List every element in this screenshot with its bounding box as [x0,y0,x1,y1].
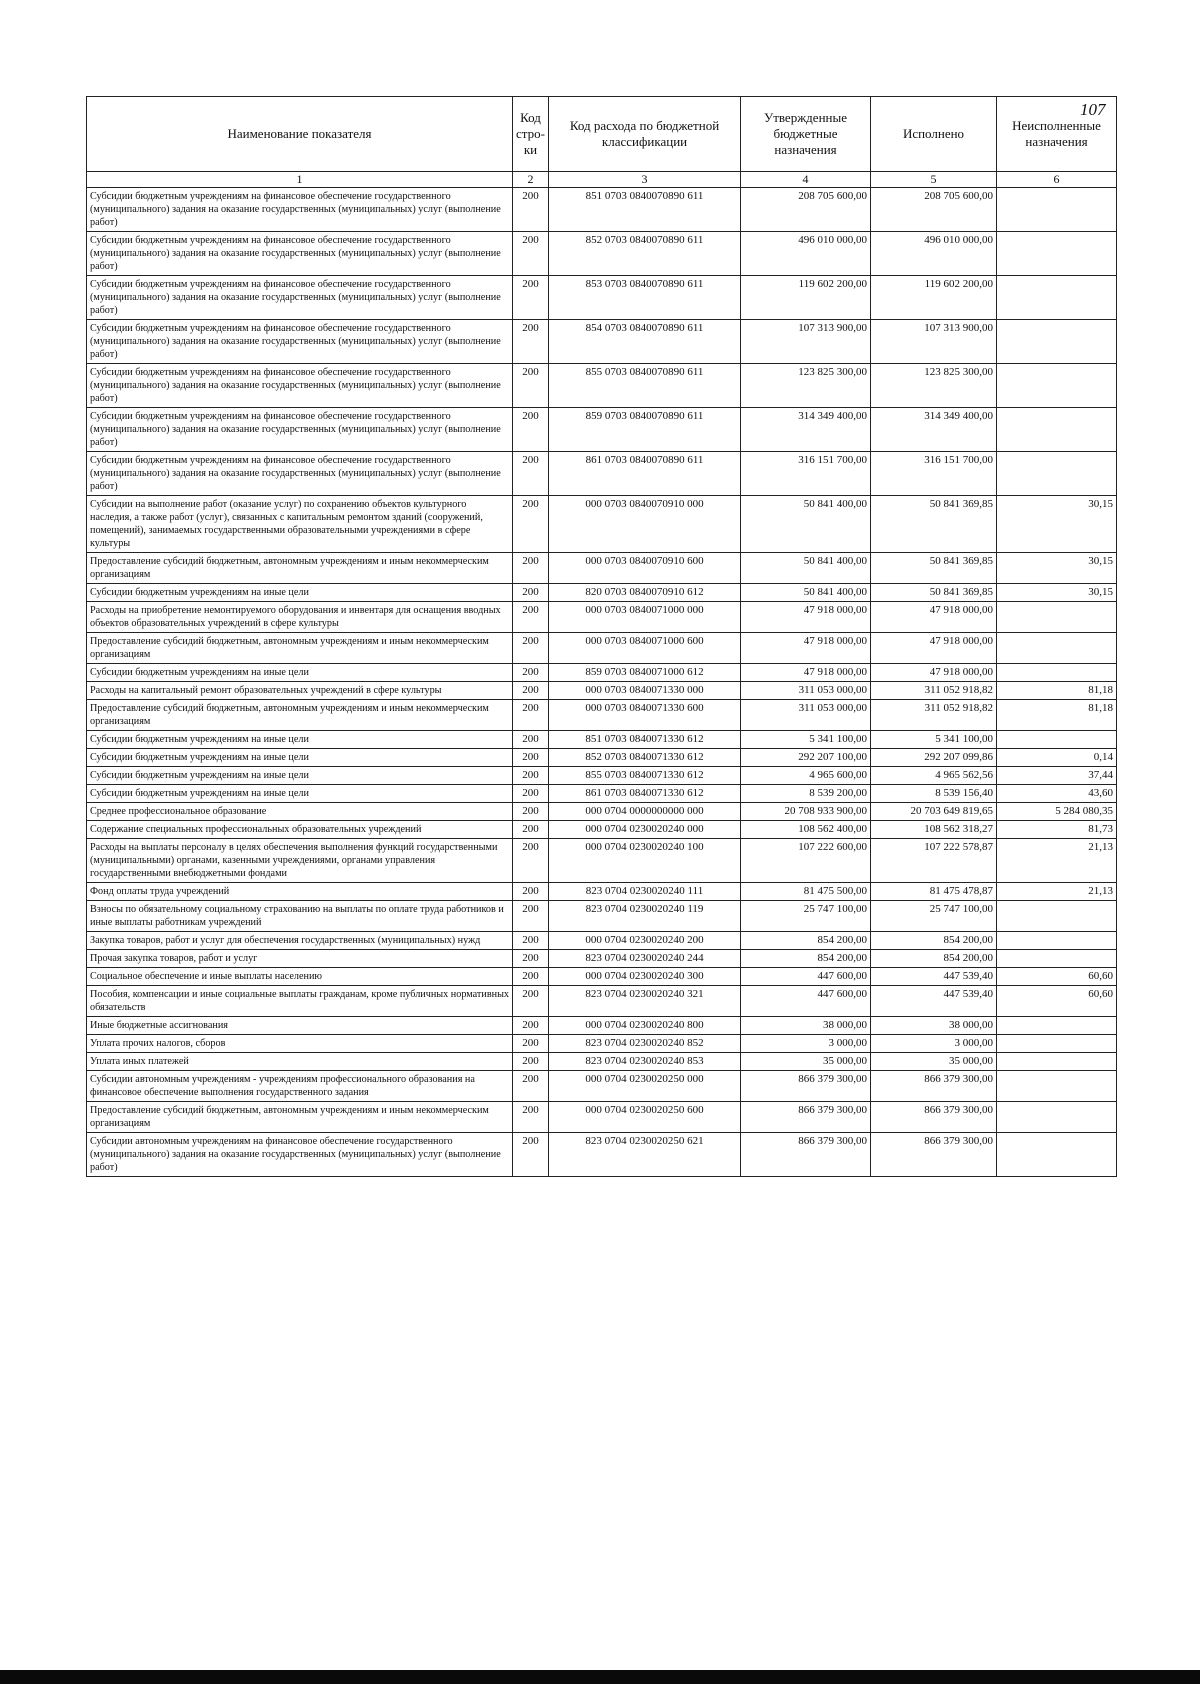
cell-line-code: 200 [513,232,549,276]
cell-unexecuted [997,1017,1117,1035]
cell-kbk-code: 823 0704 0230020250 621 [549,1133,741,1177]
cell-kbk-code: 859 0703 0840070890 611 [549,408,741,452]
cell-line-code: 200 [513,749,549,767]
cell-unexecuted: 60,60 [997,968,1117,986]
cell-approved: 866 379 300,00 [741,1102,871,1133]
cell-name: Уплата иных платежей [87,1053,513,1071]
cell-executed: 50 841 369,85 [871,553,997,584]
cell-line-code: 200 [513,320,549,364]
cell-kbk-code: 000 0704 0230020250 600 [549,1102,741,1133]
cell-executed: 47 918 000,00 [871,602,997,633]
cell-unexecuted: 0,14 [997,749,1117,767]
cell-executed: 50 841 369,85 [871,496,997,553]
cell-name: Субсидии бюджетным учреждениям на иные цели [87,664,513,682]
cell-kbk-code: 000 0704 0230020240 000 [549,821,741,839]
cell-executed: 81 475 478,87 [871,883,997,901]
cell-approved: 208 705 600,00 [741,188,871,232]
column-number: 1 [87,172,513,188]
cell-executed: 208 705 600,00 [871,188,997,232]
table-body [87,172,1117,1177]
cell-unexecuted [997,950,1117,968]
cell-kbk-code: 852 0703 0840071330 612 [549,749,741,767]
table-row [87,1035,1117,1053]
cell-kbk-code: 851 0703 0840070890 611 [549,188,741,232]
cell-approved: 866 379 300,00 [741,1133,871,1177]
table-row [87,1053,1117,1071]
cell-name: Предоставление субсидий бюджетным, автономным учреждениям и иным некоммерческим организациям [87,553,513,584]
table-row [87,364,1117,408]
cell-line-code: 200 [513,496,549,553]
table-row [87,188,1117,232]
cell-kbk-code: 000 0703 0840070910 000 [549,496,741,553]
cell-approved: 8 539 200,00 [741,785,871,803]
cell-kbk-code: 823 0704 0230020240 111 [549,883,741,901]
cell-line-code: 200 [513,364,549,408]
cell-line-code: 200 [513,1035,549,1053]
cell-line-code: 200 [513,901,549,932]
cell-kbk-code: 000 0703 0840071330 000 [549,682,741,700]
table-row [87,553,1117,584]
cell-unexecuted [997,1053,1117,1071]
cell-unexecuted [997,901,1117,932]
table-row [87,1017,1117,1035]
cell-approved: 4 965 600,00 [741,767,871,785]
cell-executed: 447 539,40 [871,968,997,986]
cell-approved: 447 600,00 [741,986,871,1017]
table-row [87,232,1117,276]
table-row [87,950,1117,968]
cell-approved: 854 200,00 [741,950,871,968]
cell-name: Предоставление субсидий бюджетным, автономным учреждениям и иным некоммерческим организациям [87,700,513,731]
table-row [87,1133,1117,1177]
cell-name: Субсидии на выполнение работ (оказание услуг) по сохранению объектов культурного наследия, а также работ (услуг), связанных с капитальным ремонтом зданий (сооружений, помещений), занимаемых государственными образовательными учреждениями в сфере культуры [87,496,513,553]
cell-line-code: 200 [513,602,549,633]
cell-kbk-code: 853 0703 0840070890 611 [549,276,741,320]
cell-approved: 107 313 900,00 [741,320,871,364]
cell-unexecuted: 5 284 080,35 [997,803,1117,821]
cell-unexecuted: 30,15 [997,496,1117,553]
cell-name: Прочая закупка товаров, работ и услуг [87,950,513,968]
cell-line-code: 200 [513,932,549,950]
budget-execution-table [86,96,1117,1177]
page-number: 107 [1080,100,1106,119]
cell-name: Субсидии бюджетным учреждениям на иные цели [87,749,513,767]
cell-executed: 311 052 918,82 [871,682,997,700]
cell-name: Социальное обеспечение и иные выплаты населению [87,968,513,986]
table-header-row [87,97,1117,172]
cell-name: Иные бюджетные ассигнования [87,1017,513,1035]
header-executed: Исполнено [871,97,997,172]
cell-kbk-code: 000 0704 0000000000 000 [549,803,741,821]
cell-unexecuted [997,452,1117,496]
cell-unexecuted: 81,73 [997,821,1117,839]
cell-approved: 314 349 400,00 [741,408,871,452]
table-row [87,785,1117,803]
cell-line-code: 200 [513,633,549,664]
column-number: 6 [997,172,1117,188]
cell-kbk-code: 852 0703 0840070890 611 [549,232,741,276]
cell-kbk-code: 823 0704 0230020240 852 [549,1035,741,1053]
table-row [87,749,1117,767]
cell-executed: 47 918 000,00 [871,633,997,664]
cell-executed: 447 539,40 [871,986,997,1017]
cell-name: Взносы по обязательному социальному страхованию на выплаты по оплате труда работников и иные выплаты работникам учреждений [87,901,513,932]
cell-line-code: 200 [513,767,549,785]
cell-unexecuted [997,276,1117,320]
cell-kbk-code: 854 0703 0840070890 611 [549,320,741,364]
scan-edge-bar [0,1670,1200,1684]
cell-kbk-code: 000 0704 0230020240 100 [549,839,741,883]
cell-kbk-code: 000 0704 0230020240 200 [549,932,741,950]
cell-approved: 25 747 100,00 [741,901,871,932]
cell-kbk-code: 861 0703 0840071330 612 [549,785,741,803]
cell-kbk-code: 823 0704 0230020240 244 [549,950,741,968]
cell-unexecuted: 43,60 [997,785,1117,803]
cell-name: Субсидии бюджетным учреждениям на финансовое обеспечение государственного (муниципального) задания на оказание государственных (муниципальных) услуг (выполнение работ) [87,232,513,276]
cell-name: Субсидии бюджетным учреждениям на финансовое обеспечение государственного (муниципального) задания на оказание государственных (муниципальных) услуг (выполнение работ) [87,276,513,320]
cell-approved: 119 602 200,00 [741,276,871,320]
cell-line-code: 200 [513,1053,549,1071]
cell-line-code: 200 [513,731,549,749]
cell-line-code: 200 [513,664,549,682]
cell-line-code: 200 [513,700,549,731]
cell-approved: 50 841 400,00 [741,553,871,584]
cell-name: Фонд оплаты труда учреждений [87,883,513,901]
cell-name: Уплата прочих налогов, сборов [87,1035,513,1053]
cell-executed: 107 313 900,00 [871,320,997,364]
cell-executed: 108 562 318,27 [871,821,997,839]
cell-executed: 123 825 300,00 [871,364,997,408]
cell-approved: 50 841 400,00 [741,496,871,553]
cell-executed: 25 747 100,00 [871,901,997,932]
cell-approved: 20 708 933 900,00 [741,803,871,821]
cell-line-code: 200 [513,452,549,496]
cell-line-code: 200 [513,950,549,968]
cell-kbk-code: 859 0703 0840071000 612 [549,664,741,682]
cell-approved: 311 053 000,00 [741,682,871,700]
cell-name: Расходы на приобретение немонтируемого оборудования и инвентаря для оснащения вводных объектов образовательных учреждений в сфере культуры [87,602,513,633]
cell-name: Предоставление субсидий бюджетным, автономным учреждениям и иным некоммерческим организациям [87,1102,513,1133]
cell-name: Субсидии бюджетным учреждениям на иные цели [87,731,513,749]
cell-executed: 866 379 300,00 [871,1133,997,1177]
cell-approved: 316 151 700,00 [741,452,871,496]
cell-name: Субсидии бюджетным учреждениям на финансовое обеспечение государственного (муниципального) задания на оказание государственных (муниципальных) услуг (выполнение работ) [87,408,513,452]
cell-approved: 854 200,00 [741,932,871,950]
cell-executed: 4 965 562,56 [871,767,997,785]
cell-unexecuted [997,633,1117,664]
cell-executed: 38 000,00 [871,1017,997,1035]
cell-approved: 107 222 600,00 [741,839,871,883]
cell-executed: 866 379 300,00 [871,1102,997,1133]
header-approved: Утвержденные бюджетные назначения [741,97,871,172]
cell-line-code: 200 [513,883,549,901]
table-row [87,839,1117,883]
table-row [87,968,1117,986]
cell-approved: 47 918 000,00 [741,664,871,682]
cell-approved: 3 000,00 [741,1035,871,1053]
cell-kbk-code: 851 0703 0840071330 612 [549,731,741,749]
cell-unexecuted [997,232,1117,276]
cell-line-code: 200 [513,968,549,986]
cell-executed: 47 918 000,00 [871,664,997,682]
cell-name: Расходы на капитальный ремонт образовательных учреждений в сфере культуры [87,682,513,700]
table-row [87,633,1117,664]
cell-approved: 311 053 000,00 [741,700,871,731]
cell-kbk-code: 000 0704 0230020240 300 [549,968,741,986]
column-numbers-row [87,172,1117,188]
cell-unexecuted: 37,44 [997,767,1117,785]
cell-executed: 292 207 099,86 [871,749,997,767]
cell-name: Пособия, компенсации и иные социальные выплаты гражданам, кроме публичных нормативных обязательств [87,986,513,1017]
cell-approved: 123 825 300,00 [741,364,871,408]
cell-line-code: 200 [513,803,549,821]
cell-line-code: 200 [513,408,549,452]
cell-approved: 50 841 400,00 [741,584,871,602]
cell-executed: 50 841 369,85 [871,584,997,602]
column-number: 3 [549,172,741,188]
cell-kbk-code: 820 0703 0840070910 612 [549,584,741,602]
cell-approved: 5 341 100,00 [741,731,871,749]
cell-line-code: 200 [513,188,549,232]
cell-name: Субсидии бюджетным учреждениям на иные цели [87,767,513,785]
cell-unexecuted: 30,15 [997,553,1117,584]
cell-unexecuted [997,664,1117,682]
cell-approved: 81 475 500,00 [741,883,871,901]
cell-kbk-code: 000 0703 0840071000 000 [549,602,741,633]
cell-kbk-code: 000 0704 0230020250 000 [549,1071,741,1102]
cell-unexecuted [997,1071,1117,1102]
cell-line-code: 200 [513,584,549,602]
cell-unexecuted [997,408,1117,452]
table-row [87,320,1117,364]
table-row [87,803,1117,821]
cell-kbk-code: 000 0703 0840070910 600 [549,553,741,584]
cell-line-code: 200 [513,821,549,839]
cell-approved: 866 379 300,00 [741,1071,871,1102]
cell-executed: 311 052 918,82 [871,700,997,731]
cell-line-code: 200 [513,839,549,883]
table-row [87,1102,1117,1133]
cell-executed: 107 222 578,87 [871,839,997,883]
header-code: Код стро-ки [513,97,549,172]
table-row [87,276,1117,320]
cell-kbk-code: 823 0704 0230020240 119 [549,901,741,932]
table-row [87,767,1117,785]
table-row [87,664,1117,682]
cell-unexecuted [997,320,1117,364]
cell-kbk-code: 855 0703 0840071330 612 [549,767,741,785]
table-row [87,584,1117,602]
cell-approved: 496 010 000,00 [741,232,871,276]
cell-executed: 854 200,00 [871,950,997,968]
table-row [87,1071,1117,1102]
table-row [87,883,1117,901]
cell-executed: 8 539 156,40 [871,785,997,803]
cell-unexecuted [997,1133,1117,1177]
cell-line-code: 200 [513,1071,549,1102]
cell-approved: 47 918 000,00 [741,602,871,633]
cell-approved: 292 207 100,00 [741,749,871,767]
cell-executed: 119 602 200,00 [871,276,997,320]
cell-unexecuted [997,1102,1117,1133]
table-row [87,602,1117,633]
table-row [87,408,1117,452]
cell-unexecuted: 21,13 [997,883,1117,901]
cell-name: Субсидии автономным учреждениям на финансовое обеспечение государственного (муниципального) задания на оказание государственных (муниципальных) услуг (выполнение работ) [87,1133,513,1177]
table-row [87,496,1117,553]
column-number: 5 [871,172,997,188]
cell-name: Субсидии автономным учреждениям - учреждениям профессионального образования на финансовое обеспечение выполнения государственного задания [87,1071,513,1102]
cell-approved: 35 000,00 [741,1053,871,1071]
table-row [87,700,1117,731]
table-row [87,452,1117,496]
cell-name: Субсидии бюджетным учреждениям на финансовое обеспечение государственного (муниципального) задания на оказание государственных (муниципальных) услуг (выполнение работ) [87,364,513,408]
cell-executed: 866 379 300,00 [871,1071,997,1102]
cell-kbk-code: 823 0704 0230020240 853 [549,1053,741,1071]
cell-executed: 316 151 700,00 [871,452,997,496]
cell-line-code: 200 [513,1133,549,1177]
cell-executed: 35 000,00 [871,1053,997,1071]
header-name: Наименование показателя [87,97,513,172]
cell-name: Субсидии бюджетным учреждениям на финансовое обеспечение государственного (муниципального) задания на оказание государственных (муниципальных) услуг (выполнение работ) [87,320,513,364]
cell-kbk-code: 855 0703 0840070890 611 [549,364,741,408]
table-row [87,901,1117,932]
table-row [87,731,1117,749]
cell-executed: 496 010 000,00 [871,232,997,276]
cell-line-code: 200 [513,682,549,700]
cell-unexecuted [997,731,1117,749]
header-unexecuted: Неисполненные назначения [997,97,1117,172]
table-row [87,986,1117,1017]
cell-unexecuted [997,932,1117,950]
cell-executed: 5 341 100,00 [871,731,997,749]
cell-name: Субсидии бюджетным учреждениям на иные цели [87,584,513,602]
cell-approved: 108 562 400,00 [741,821,871,839]
cell-name: Среднее профессиональное образование [87,803,513,821]
cell-unexecuted: 60,60 [997,986,1117,1017]
cell-line-code: 200 [513,785,549,803]
cell-name: Содержание специальных профессиональных образовательных учреждений [87,821,513,839]
cell-kbk-code: 861 0703 0840070890 611 [549,452,741,496]
cell-unexecuted [997,188,1117,232]
cell-line-code: 200 [513,276,549,320]
cell-executed: 3 000,00 [871,1035,997,1053]
cell-approved: 447 600,00 [741,968,871,986]
cell-name: Субсидии бюджетным учреждениям на финансовое обеспечение государственного (муниципального) задания на оказание государственных (муниципальных) услуг (выполнение работ) [87,452,513,496]
cell-name: Закупка товаров, работ и услуг для обеспечения государственных (муниципальных) нужд [87,932,513,950]
cell-kbk-code: 000 0704 0230020240 800 [549,1017,741,1035]
cell-name: Субсидии бюджетным учреждениям на финансовое обеспечение государственного (муниципального) задания на оказание государственных (муниципальных) услуг (выполнение работ) [87,188,513,232]
cell-kbk-code: 000 0703 0840071000 600 [549,633,741,664]
cell-approved: 38 000,00 [741,1017,871,1035]
table-row [87,932,1117,950]
cell-executed: 20 703 649 819,65 [871,803,997,821]
cell-unexecuted: 81,18 [997,682,1117,700]
cell-name: Субсидии бюджетным учреждениям на иные цели [87,785,513,803]
header-kbk: Код расхода по бюджетной классификации [549,97,741,172]
column-number: 2 [513,172,549,188]
column-number: 4 [741,172,871,188]
cell-unexecuted [997,602,1117,633]
cell-unexecuted: 30,15 [997,584,1117,602]
cell-executed: 314 349 400,00 [871,408,997,452]
cell-line-code: 200 [513,1102,549,1133]
cell-unexecuted: 81,18 [997,700,1117,731]
table-row [87,821,1117,839]
cell-name: Предоставление субсидий бюджетным, автономным учреждениям и иным некоммерческим организациям [87,633,513,664]
cell-line-code: 200 [513,986,549,1017]
cell-line-code: 200 [513,553,549,584]
cell-approved: 47 918 000,00 [741,633,871,664]
cell-unexecuted [997,364,1117,408]
cell-name: Расходы на выплаты персоналу в целях обеспечения выполнения функций государственными (муниципальными) органами, казенными учреждениями, органами управления государственными внебюджетными фондами [87,839,513,883]
cell-kbk-code: 823 0704 0230020240 321 [549,986,741,1017]
cell-executed: 854 200,00 [871,932,997,950]
cell-kbk-code: 000 0703 0840071330 600 [549,700,741,731]
table-row [87,682,1117,700]
cell-unexecuted [997,1035,1117,1053]
cell-unexecuted: 21,13 [997,839,1117,883]
cell-line-code: 200 [513,1017,549,1035]
